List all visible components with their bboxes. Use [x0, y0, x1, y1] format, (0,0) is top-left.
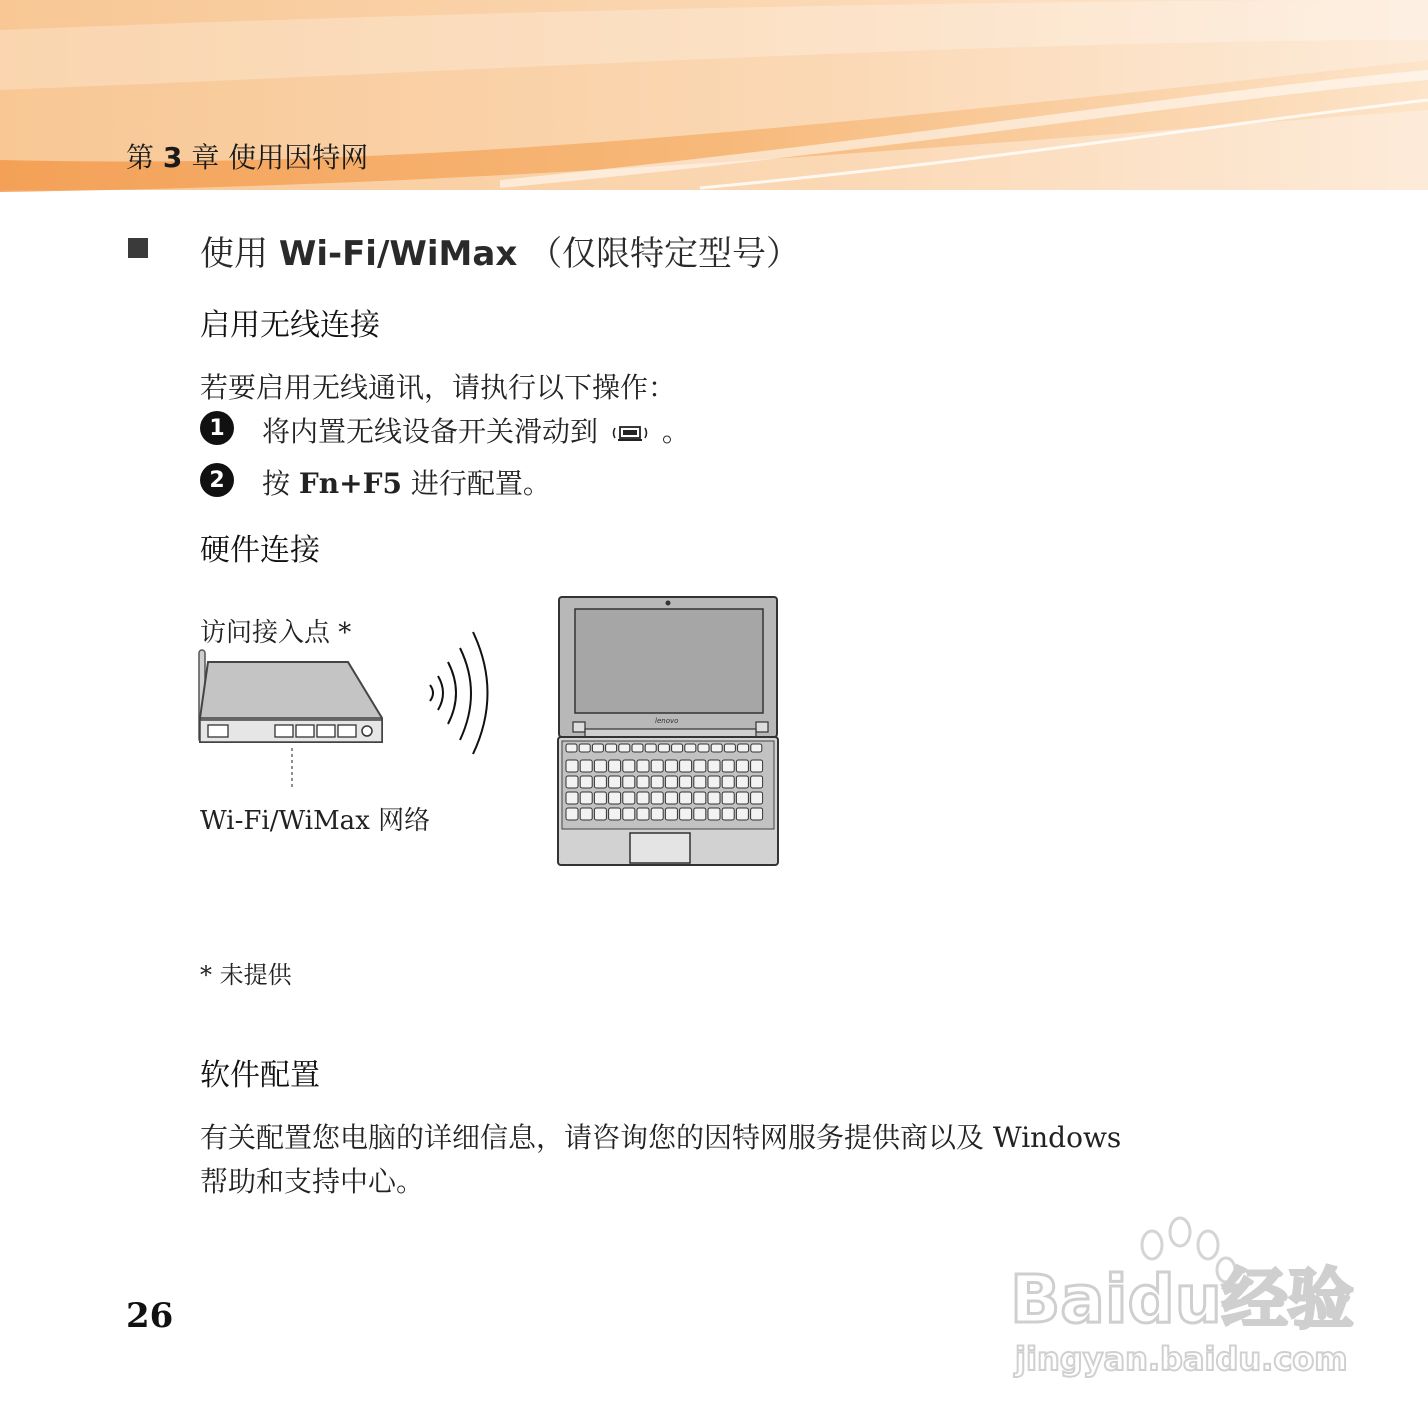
- section-title-bold: Wi-Fi/WiMax: [278, 234, 518, 274]
- keyboard-key: [751, 760, 763, 772]
- keyboard-key: [566, 760, 578, 772]
- keyboard-key: [623, 808, 635, 820]
- chapter-suffix: 章 使用因特网: [191, 141, 369, 174]
- keyboard-key: [580, 776, 592, 788]
- keyboard-key: [637, 776, 649, 788]
- keyboard-key: [658, 744, 669, 752]
- keyboard-key: [751, 776, 763, 788]
- baidu-watermark-logo: [1000, 1210, 1360, 1385]
- keyboard-key: [724, 744, 735, 752]
- keyboard-key: [680, 792, 692, 804]
- access-point-label: 访问接入点 *: [200, 618, 352, 648]
- keyboard-key: [623, 760, 635, 772]
- step-1-number: 1: [200, 411, 234, 445]
- keyboard-key: [738, 744, 749, 752]
- keyboard-key: [594, 760, 606, 772]
- keyboard-key: [685, 744, 696, 752]
- keyboard-key: [751, 792, 763, 804]
- keyboard-key: [708, 792, 720, 804]
- keyboard-key: [694, 808, 706, 820]
- router-illustration: [199, 650, 382, 790]
- keyboard-key: [665, 808, 677, 820]
- step-2-keys: Fn+F5: [298, 467, 402, 500]
- keyboard-key: [736, 792, 748, 804]
- keyboard-key: [722, 760, 734, 772]
- keyboard-key: [722, 808, 734, 820]
- keyboard-key: [665, 760, 677, 772]
- keyboard-key: [566, 744, 577, 752]
- wireless-switch-icon: [611, 422, 649, 444]
- keyboard-key: [708, 760, 720, 772]
- section-title-prefix: 使用: [200, 234, 268, 274]
- keyboard-key: [751, 744, 762, 752]
- keyboard-key: [645, 744, 656, 752]
- keyboard-key: [594, 792, 606, 804]
- laptop-brand: lenovo: [655, 717, 679, 725]
- laptop-illustration: [558, 597, 778, 865]
- watermark-url: jingyan.baidu.com: [1015, 1340, 1348, 1378]
- keyboard-key: [623, 776, 635, 788]
- keyboard-key: [694, 792, 706, 804]
- network-label: Wi-Fi/WiMax 网络: [200, 806, 431, 836]
- chapter-number: 3: [162, 141, 183, 174]
- keyboard-key: [566, 808, 578, 820]
- wireless-signal-icon: [430, 632, 488, 754]
- keyboard-key: [594, 808, 606, 820]
- keyboard-key: [594, 776, 606, 788]
- step-1-text-after: 。: [661, 415, 690, 448]
- step-2-text-before: 按: [262, 467, 291, 500]
- keyboard-key: [722, 776, 734, 788]
- keyboard-key: [580, 792, 592, 804]
- keyboard-key: [637, 760, 649, 772]
- keyboard-key: [736, 760, 748, 772]
- keyboard-key: [632, 744, 643, 752]
- keyboard-key: [637, 808, 649, 820]
- keyboard-key: [698, 744, 709, 752]
- keyboard-key: [592, 744, 603, 752]
- keyboard-key: [566, 776, 578, 788]
- keyboard-key: [637, 792, 649, 804]
- hardware-diagram: [190, 590, 790, 880]
- enable-wireless-intro: 若要启用无线通讯，请执行以下操作：: [200, 371, 677, 404]
- keyboard-key: [580, 760, 592, 772]
- keyboard-key: [609, 760, 621, 772]
- section-title-suffix: （仅限特定型号）: [528, 234, 801, 274]
- enable-wireless-heading: 启用无线连接: [200, 308, 380, 343]
- keyboard-key: [680, 776, 692, 788]
- keyboard-key: [708, 808, 720, 820]
- keyboard-key: [651, 808, 663, 820]
- keyboard-key: [711, 744, 722, 752]
- keyboard-key: [566, 792, 578, 804]
- chapter-prefix: 第: [126, 141, 155, 174]
- step-2-number: 2: [200, 463, 234, 497]
- keyboard-key: [665, 792, 677, 804]
- software-text-line1: 有关配置您电脑的详细信息，请咨询您的因特网服务提供商以及 Windows: [200, 1121, 1122, 1154]
- keyboard-key: [665, 776, 677, 788]
- step-2-text: [262, 462, 551, 502]
- watermark-logo-text: Baidu经验: [1010, 1261, 1354, 1338]
- page-number: 26: [126, 1296, 174, 1336]
- keyboard-key: [751, 808, 763, 820]
- keyboard-key: [623, 792, 635, 804]
- keyboard-key: [609, 792, 621, 804]
- keyboard-key: [722, 792, 734, 804]
- keyboard-key: [651, 760, 663, 772]
- keyboard-key: [736, 808, 748, 820]
- step-1-text: [262, 410, 690, 450]
- chapter-title: [126, 136, 368, 176]
- keyboard-key: [609, 776, 621, 788]
- keyboard-key: [672, 744, 683, 752]
- hardware-heading: 硬件连接: [200, 533, 320, 568]
- keyboard-key: [736, 776, 748, 788]
- keyboard-key: [606, 744, 617, 752]
- keyboard-key: [579, 744, 590, 752]
- keyboard-key: [694, 760, 706, 772]
- software-text-line2: 帮助和支持中心。: [200, 1165, 425, 1198]
- keyboard-key: [680, 760, 692, 772]
- keyboard-key: [708, 776, 720, 788]
- keyboard-key: [651, 776, 663, 788]
- keyboard-key: [619, 744, 630, 752]
- footnote: * 未提供: [200, 961, 292, 989]
- keyboard-key: [694, 776, 706, 788]
- software-heading: 软件配置: [200, 1058, 320, 1093]
- section-bullet-icon: [128, 238, 148, 258]
- keyboard-key: [609, 808, 621, 820]
- step-1-text-before: 将内置无线设备开关滑动到: [262, 415, 599, 448]
- keyboard-key: [680, 808, 692, 820]
- keyboard-key: [651, 792, 663, 804]
- section-heading: [200, 226, 800, 275]
- step-2-text-after: 进行配置。: [410, 467, 551, 500]
- keyboard-key: [580, 808, 592, 820]
